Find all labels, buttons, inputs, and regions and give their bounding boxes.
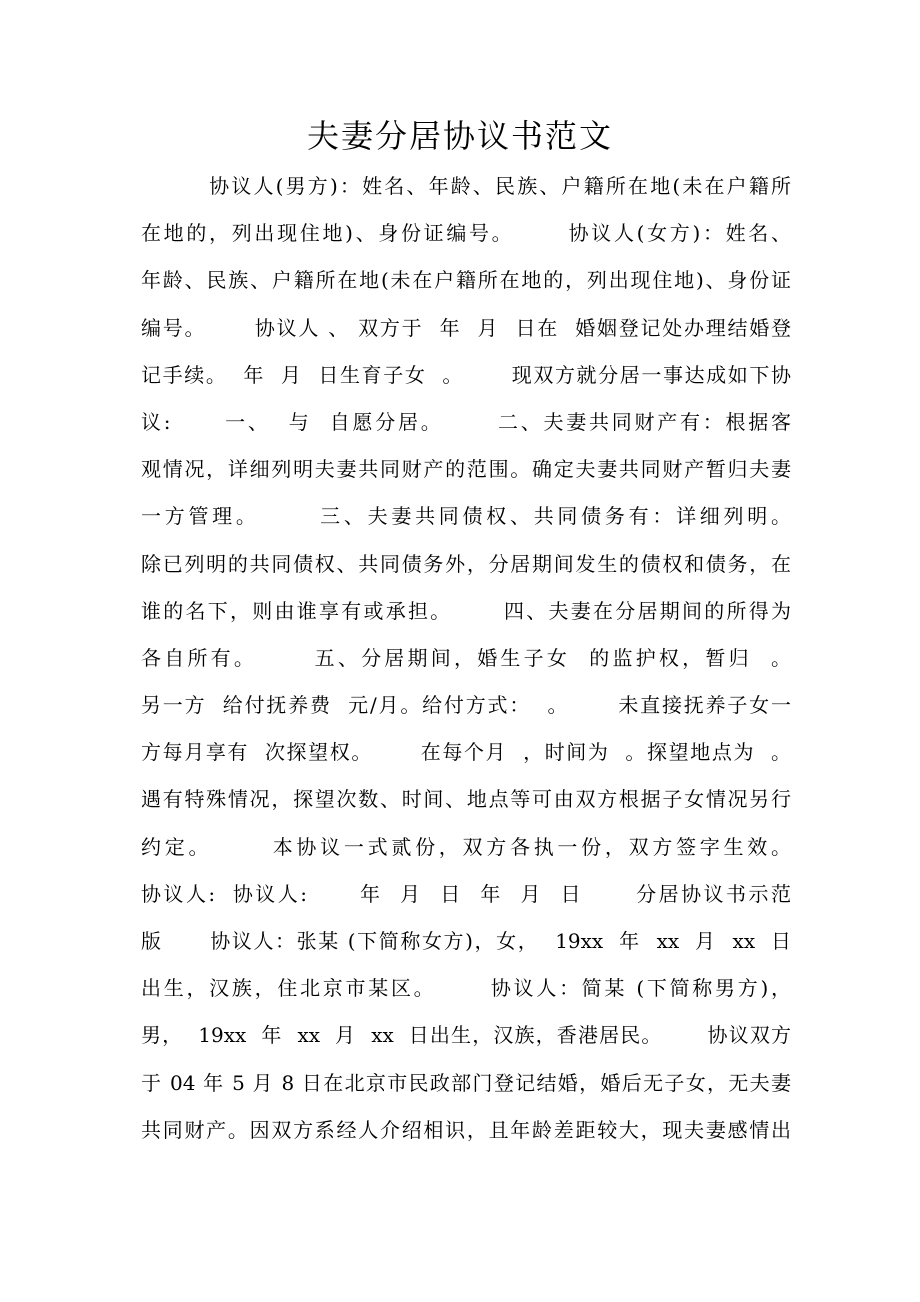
body-line: 谁的名下，则由谁享有或承担。 四、夫妻在分居期间的所得为 <box>141 598 791 623</box>
body-line: 除已列明的共同债权、共同债务外，分居期间发生的债权和债务，在 <box>141 551 791 576</box>
body-line: 年龄、民族、户籍所在地(未在户籍所在地的，列出现住地)、身份证 <box>141 268 791 293</box>
body-line: 约定。 本协议一式贰份，双方各执一份，双方签字生效。 <box>141 834 791 859</box>
body-line: 编号。 协议人 、 双方于 年 月 日在 婚姻登记处办理结婚登 <box>141 315 791 340</box>
body-line: 协议人(男方)：姓名、年龄、民族、户籍所在地(未在户籍所 <box>141 174 791 198</box>
body-line: 议: 一、 与 自愿分居。 二、夫妻共同财产有：根据客 <box>141 409 791 434</box>
body-line: 观情况，详细列明夫妻共同财产的范围。确定夫妻共同财产暂归夫妻 <box>141 457 791 482</box>
body-line: 方每月享有 次探望权。 在每个月 ，时间为 。探望地点为 。 <box>141 740 791 765</box>
body-line: 共同财产。因双方系经人介绍相识，且年龄差距较大，现夫妻感情出 <box>141 1117 791 1142</box>
body-line: 出生，汉族，住北京市某区。 协议人：简某 (下简称男方)， <box>141 976 791 1001</box>
body-line: 在地的，列出现住地)、身份证编号。 协议人(女方)：姓名、 <box>141 221 791 246</box>
body-line: 记手续。 年 月 日生育子女 。 现双方就分居一事达成如下协 <box>141 362 791 387</box>
body-line: 男， 19xx 年 xx 月 xx 日出生，汉族，香港居民。 协议双方 <box>141 1023 791 1048</box>
body-line: 版 协议人：张某 (下简称女方)，女， 19xx 年 xx 月 xx 日 <box>141 929 791 953</box>
body-line: 另一方 给付抚养费 元/月。给付方式： 。 未直接抚养子女一 <box>141 693 791 718</box>
document-body <box>141 163 791 1154</box>
body-line: 于 04 年 5 月 8 日在北京市民政部门登记结婚，婚后无子女，无夫妻 <box>141 1070 791 1095</box>
body-line: 一方管理。 三、夫妻共同债权、共同债务有：详细列明。 <box>141 504 791 529</box>
body-line: 协议人: 协议人: 年 月 日 年 月 日 分居协议书示范 <box>141 881 791 906</box>
page-title: 夫妻分居协议书范文 <box>306 117 613 155</box>
body-line: 各自所有。 五、分居期间，婚生子女 的监护权，暂归 。 <box>141 645 791 670</box>
body-line: 遇有特殊情况，探望次数、时间、地点等可由双方根据子女情况另行 <box>141 787 791 812</box>
